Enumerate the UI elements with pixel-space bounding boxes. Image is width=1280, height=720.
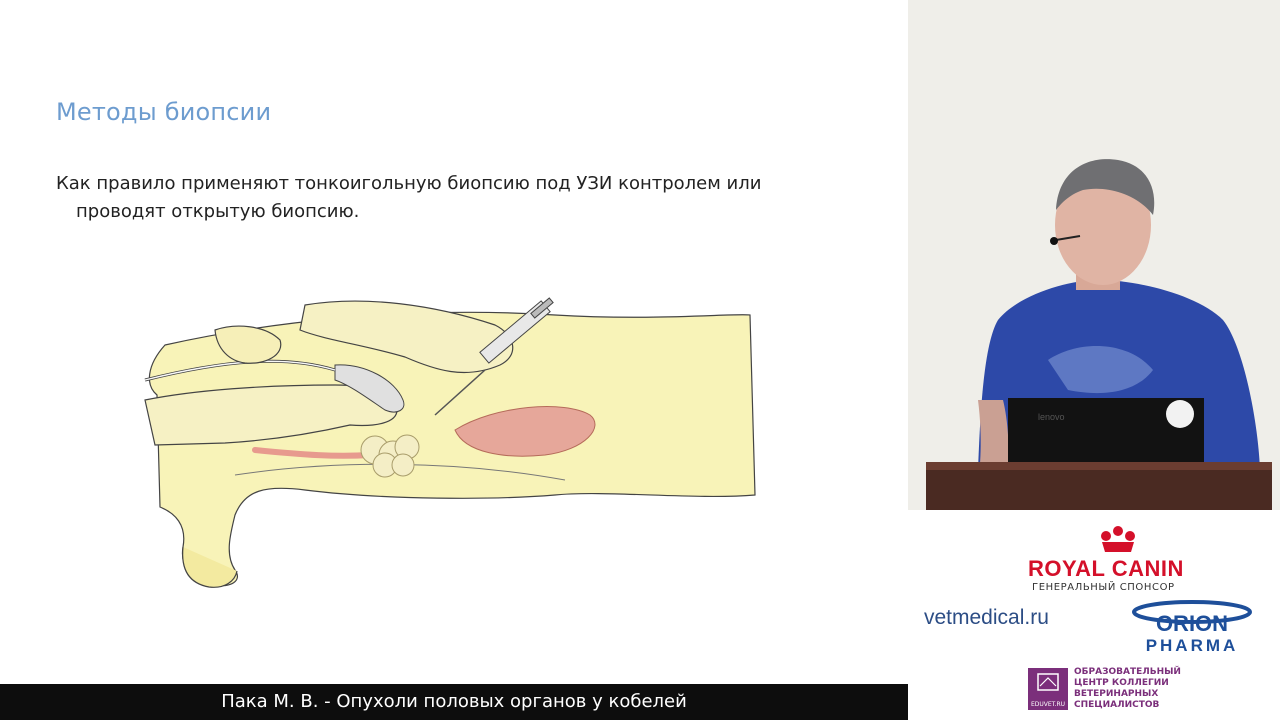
slide-body-text (56, 170, 816, 226)
eduvet-box-label: EDUVET.RU (1030, 701, 1066, 708)
eduvet-line-2: ЦЕНТР КОЛЛЕГИИ (1074, 678, 1169, 688)
royal-canin-crown-icon (1098, 524, 1138, 556)
eduvet-logo-box (1028, 668, 1068, 710)
laptop-sticker (1166, 400, 1194, 428)
slide-title: Методы биопсии (56, 98, 272, 126)
eduvet-line-3: ВЕТЕРИНАРНЫХ (1074, 689, 1159, 699)
vetmedical-logo: vetmedical.ru (924, 606, 1049, 629)
slide-body-line-1: Как правило применяют тонкоигольную биопсию под УЗИ контролем или (56, 173, 762, 194)
presenter-video (908, 0, 1280, 510)
laptop-brand: lenovo (1038, 412, 1065, 422)
orion-pharma-logo (1122, 598, 1262, 656)
caption-bar (0, 684, 908, 720)
eduvet-title (1074, 667, 1274, 711)
eduvet-line-1: ОБРАЗОВАТЕЛЬНЫЙ (1074, 667, 1181, 677)
orion-line-2: PHARMA (1145, 636, 1239, 655)
presenter-video-frame (908, 0, 1280, 510)
biopsy-illustration (135, 285, 775, 605)
sponsors-panel (908, 510, 1280, 720)
slide-body-line-2: проводят открытую биопсию. (76, 201, 360, 222)
eduvet-line-4: СПЕЦИАЛИСТОВ (1074, 700, 1160, 710)
orion-line-1: ORION (1155, 611, 1229, 636)
royal-canin-subtitle: ГЕНЕРАЛЬНЫЙ СПОНСОР (1032, 582, 1175, 593)
eduvet-emblem-icon (1028, 668, 1068, 698)
lecture-caption: Пака М. В. - Опухоли половых органов у кобелей (221, 691, 687, 712)
royal-canin-logo: ROYAL CANIN (1028, 556, 1184, 581)
